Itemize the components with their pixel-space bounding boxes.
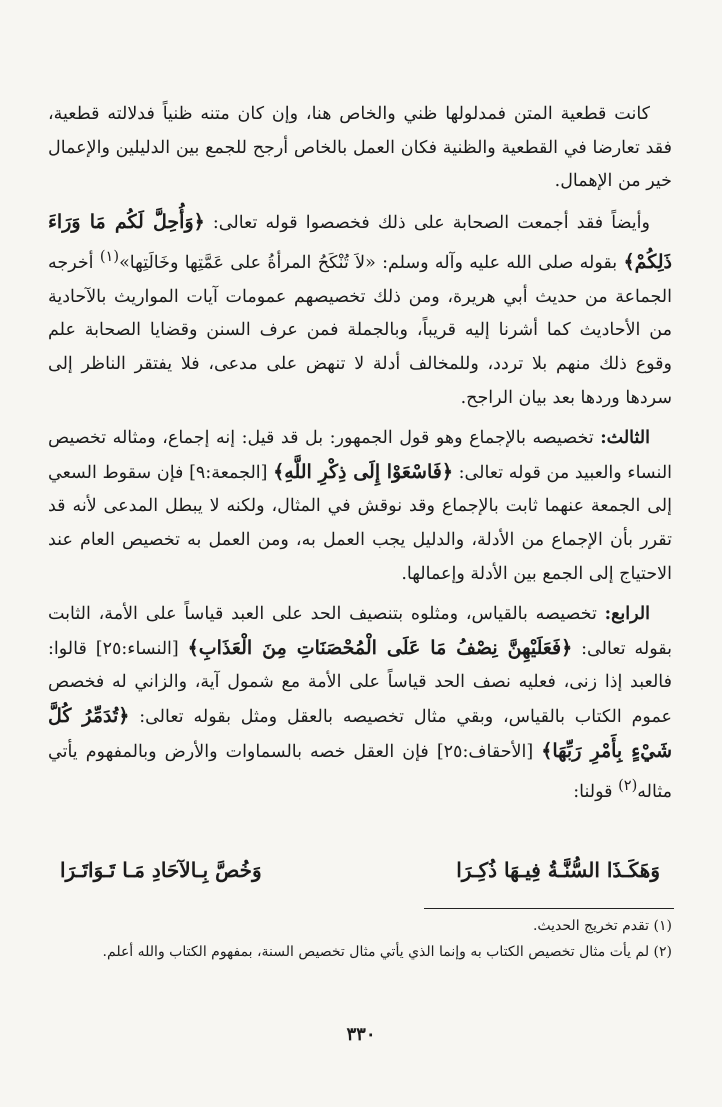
paragraph-text: [النساء:٢٥] قالوا: فالعبد إذا زنى، فعليه نصف الحد قياساً على الأمة مع شمول آية، والزاني له فخصص عموم الكتاب بالقياس، وبقي مثال تخصيصه بالعقل ومثل بقوله تعالى: (48, 638, 673, 727)
footnotes (48, 913, 672, 965)
verse-hemistich-right: وَهَكَـذَا السُّنَّـةُ فِيـهَا ذُكِـرَا (456, 858, 660, 882)
footnote-ref: (٢) (618, 777, 638, 795)
verse-hemistich-left: وَخُصَّ بِـالآحَادِ مَـا تَـوَاتَـرَا (60, 858, 262, 882)
footnote-divider (424, 908, 674, 909)
paragraph-text: وأيضاً فقد أجمعت الصحابة على ذلك فخصصوا قوله تعالى: (204, 212, 650, 233)
paragraph-text: تخصيصه بالإجماع وهو قول الجمهور: بل قد قيل: إنه إجماع، ومثاله تخصيص النساء والعبيد من قوله تعالى: (48, 428, 673, 483)
poetry-verse (60, 858, 660, 882)
quran-verse: ﴿وَأُحِلَّ لَكُم مَا وَرَاءَ ذَلِكُمْ﴾ (48, 210, 672, 274)
paragraph-text: [الجمعة:٩] فإن سقوط السعي إلى الجمعة عنهما ثابت بالإجماع وقد نوقش في المثال، ولكنه لا يبطل المدعى لأنه قد تقرر بأن الإجماع من الأدلة، والدليل يجب العمل به، ومن العمل به تخصيص العام عند الاحتياج إلى الجمع بين الأدلة وإعمالها. (48, 462, 672, 584)
quran-verse: ﴿فَعَلَيْهِنَّ نِصْفُ مَا عَلَى الْمُحْصَنَاتِ مِنَ الْعَذَابِ﴾ (187, 636, 573, 659)
section-heading: الثالث: (600, 428, 650, 449)
page-number: ٣٣٠ (346, 1024, 376, 1045)
footnote-1: (١) تقدم تخريج الحديث. (532, 918, 672, 934)
paragraph-4 (48, 598, 672, 809)
footnote-2: (٢) لم يأت مثال تخصيص الكتاب به وإنما الذي يأتي مثال تخصيص السنة، بمفهوم الكتاب والله أعلم. (102, 944, 672, 960)
paragraph-2 (48, 206, 672, 415)
paragraph-text: تخصيصه بالقياس، ومثلوه بتنصيف الحد على العبد قياساً على الأمة، الثابت بقوله تعالى: (48, 604, 672, 659)
paragraph-text: أخرجه الجماعة من حديث أبي هريرة، ومن ذلك تخصيصهم عمومات آيات المواريث بالآحادية من الأحاديث كما أشرنا إليه قريباً، وبالجملة فمن عرف السنن وقضايا الصحابة علم وقوع ذلك منهم بلا تردد، وللمخالف أدلة لا تنهض على مدعى، فلا يفتقر الناظر إلى سردها وردها بعد بيان الراجح. (48, 253, 672, 408)
paragraph-text: قولنا: (573, 781, 619, 802)
footnote-ref: (١) (99, 248, 120, 266)
paragraph-text: [الأحقاف:٢٥] فإن العقل خصه بالسماوات والأرض وبالمفهوم يأتي مثاله (48, 741, 672, 802)
paragraph-text: بقوله صلى الله عليه وآله وسلم: «لاَ تُنْكَحُ المرأةُ على عَمَّتِها وخَالَتِها» (119, 253, 624, 274)
quran-verse: ﴿تُدَمِّرُ كُلَّ شَيْءٍ بِأَمْرِ رَبِّهَا﴾ (48, 704, 672, 762)
quran-verse: ﴿فَاسْعَوْا إِلَى ذِكْرِ اللَّهِ﴾ (273, 460, 453, 483)
paragraph-1: كانت قطعية المتن فمدلولها ظني والخاص هنا، وإن كان متنه ظنياً فدلالته قطعية، فقد تعارضا في القطعية والظنية فكان العمل بالخاص أرجح للجمع بين الدليلين والإعمال خير من الإهمال. (48, 104, 672, 192)
paragraph-3 (48, 422, 672, 591)
section-heading: الرابع: (604, 604, 650, 625)
main-text (48, 98, 672, 810)
